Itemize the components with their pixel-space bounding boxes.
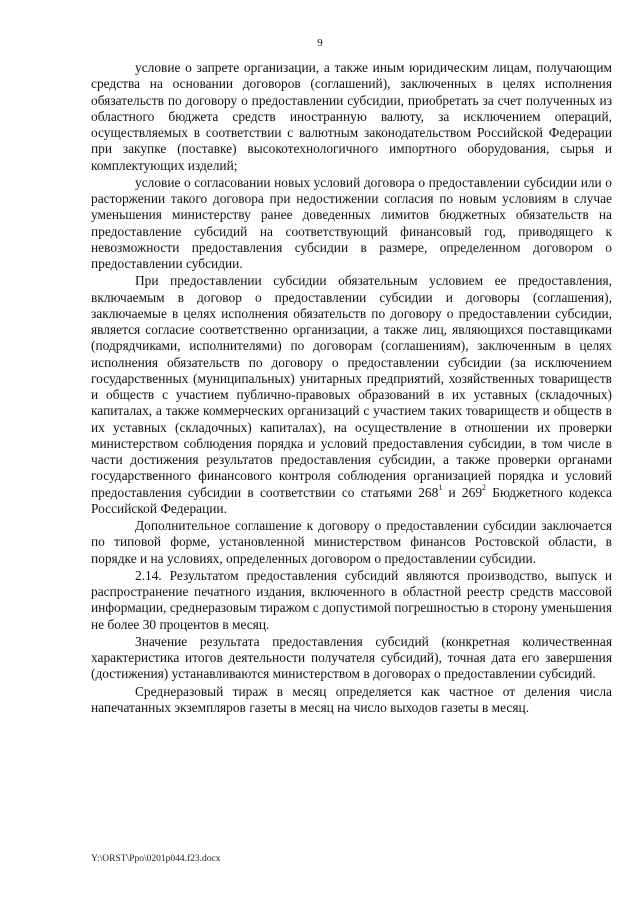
article-269-superscript: 2 bbox=[482, 483, 487, 493]
paragraph-additional-agreement: Дополнительное соглашение к договору о предоставлении субсидии заключается по типовой форме, установленной министерством финансов Ростовской области, в порядке и на условиях, определенных договором о предоставлении субсидии. bbox=[91, 518, 612, 566]
paragraph-result-value: Значение результата предоставления субсидий (конкретная количественная характеристика итогов деятельности получателя субсидий), точная дата его завершения (достижения) устанавливаются министерством в договорах о предоставлении субсидий. bbox=[91, 633, 612, 682]
paragraph-agreement-condition: условие о согласовании новых условий договора о предоставлении субсидии или о расторжении такого договора при недостижении согласия по новым условиям в случае уменьшения министерству ранее доведенных лимитов бюджетных обязательств на предоставление субсидий на соответствующий финансовый год, приводящего к невозможности предоставления субсидии в размере, определенном договором о предоставлении субсидии. bbox=[91, 174, 612, 271]
page-number: 9 bbox=[317, 37, 323, 49]
paragraph-consent-condition bbox=[91, 273, 612, 517]
paragraph-subsidy-result: 2.14. Результатом предоставления субсидий являются производство, выпуск и распространение печатного издания, включенного в областной реестр средств массовой информации, среднеразовым тиражом с допустимой погрешностью в сторону уменьшения не более 30 процентов в месяц. bbox=[91, 567, 612, 632]
consent-text: При предоставлении субсидии обязательным условием ее предоставления, включаемым в договор о предоставлении субсидии и договоры (соглашения), заключаемые в целях исполнения обязательств по договору о предоставлении субсидии, является согласие соответственно организации, а также лиц, являющихся поставщиками (подрядчиками, исполнителями) по договорам (соглашениям), заключенным в целях исполнения обязательств по договору о предоставлении субсидии (за исключением государственных (муниципальных) унитарных предприятий, хозяйственных товариществ и обществ с участием публично-правовых образований в их уставных (складочных) капиталах, а также коммерческих организаций с участием таких товариществ и обществ в их уставных (складочных) капиталах), на осуществление в отношении их проверки министерством соблюдения порядка и условий предоставления субсидии, в том числе в части достижения результатов предоставления субсидии, а также проверки органами государственного финансового контроля соблюдения организацией порядка и условий предоставления субсидии в соответствии со статьями 268 bbox=[91, 273, 612, 500]
paragraph-currency-condition: условие о запрете организации, а также иным юридическим лицам, получающим средства на основании договоров (соглашений), заключенных в целях исполнения обязательств по договору о предоставлении субсидии, приобретать за счет полученных из областного бюджета средств иностранную валюту, за исключением операций, осуществляемых в соответствии с валютным законодательством Российской Федерации при закупке (поставке) высокотехнологичного импортного оборудования, сырья и комплектующих изделий; bbox=[91, 60, 612, 173]
article-268-superscript: 1 bbox=[438, 483, 443, 493]
paragraph-average-circulation: Среднеразовый тираж в месяц определяется как частное от деления числа напечатанных экземпляров газеты в месяц на число выходов газеты в месяц. bbox=[91, 683, 612, 715]
consent-tail-text: Бюджетного кодекса Российской Федерации. bbox=[91, 484, 612, 516]
footer-file-path: Y:\ORST\Ppo\0201p044.f23.docx bbox=[91, 854, 221, 864]
consent-and-text: и 269 bbox=[442, 484, 483, 500]
document-body bbox=[91, 60, 612, 716]
